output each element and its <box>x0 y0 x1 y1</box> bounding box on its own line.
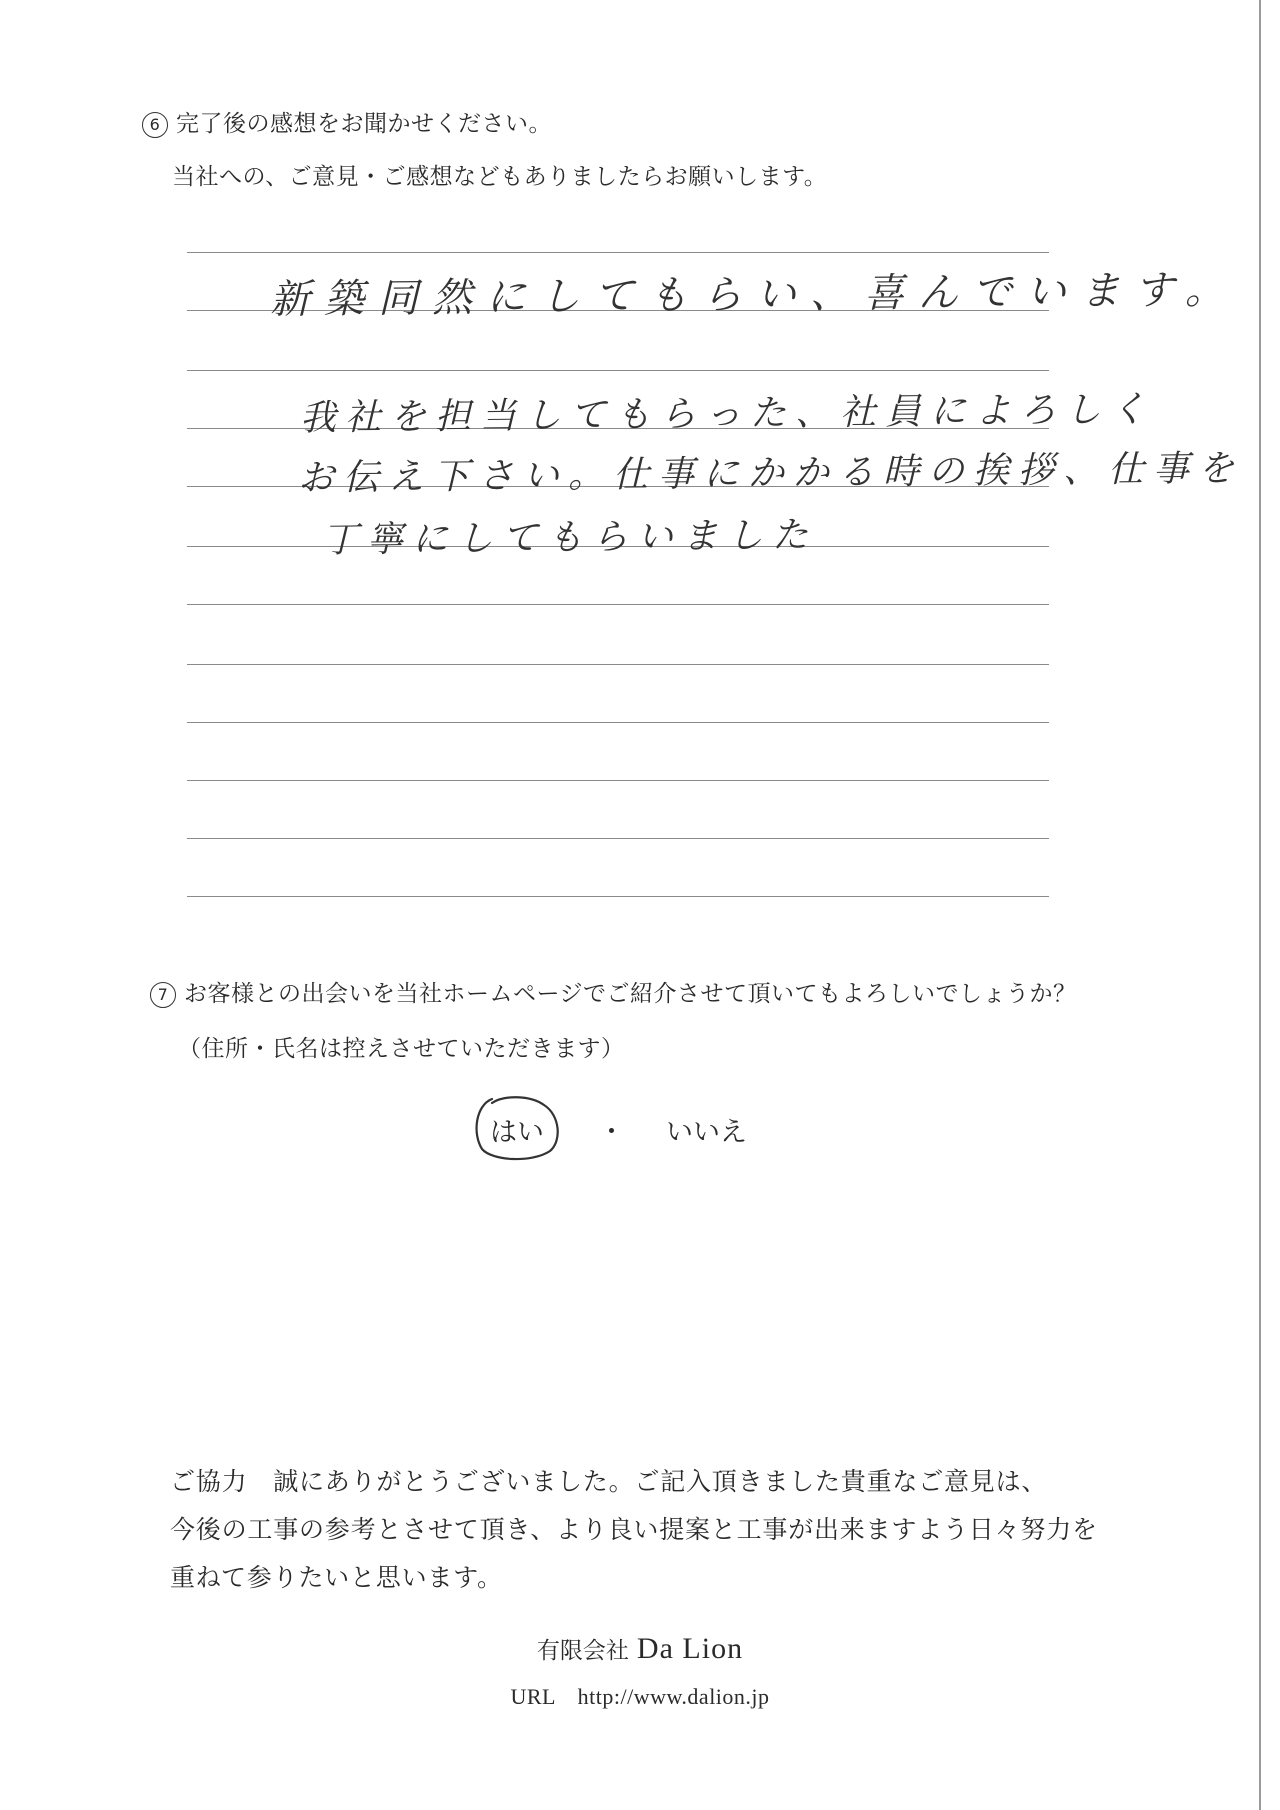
question-7-text: お客様との出会いを当社ホームページでご紹介させて頂いてもよろしいでしょうか？ <box>184 981 1077 1007</box>
handwritten-answer-line-2: 我社を担当してもらった、社員によろしく <box>299 389 1156 439</box>
choice-separator: ・ <box>598 1117 625 1148</box>
handwritten-answer-line-1: 新築同然にしてもらい、喜んでいます。 <box>269 266 1240 323</box>
question-7-subtext: （住所・氏名は控えさせていただきます） <box>178 1036 625 1062</box>
answer-rule <box>187 780 1049 781</box>
choice-no[interactable]: いいえ <box>666 1117 747 1148</box>
closing-line-1: ご協力 誠にありがとうございました。ご記入頂きました貴重なご意見は、 <box>170 1467 1048 1496</box>
company-block <box>0 1632 1280 1666</box>
question-6-title <box>142 105 552 138</box>
question-7-title <box>150 975 1077 1008</box>
company-url[interactable]: URL http://www.dalion.jp <box>510 1684 770 1709</box>
answer-rule <box>187 722 1049 723</box>
handwritten-answer-line-4: 丁寧にしてもらいました <box>321 514 818 561</box>
selected-circle-mark <box>470 1093 568 1165</box>
answer-rule <box>187 896 1049 897</box>
answer-rule <box>187 664 1049 665</box>
question-6-number: 6 <box>142 112 168 138</box>
question-7-number: 7 <box>150 982 176 1008</box>
closing-line-2: 今後の工事の参考とさせて頂き、より良い提案と工事が出来ますよう日々努力を <box>170 1515 1098 1544</box>
handwritten-answer-line-3: お伝え下さい。仕事にかかる時の挨拶、仕事を <box>297 448 1244 499</box>
scan-edge-line <box>1259 0 1261 1810</box>
company-prefix: 有限会社 <box>536 1638 629 1664</box>
question-6-subtext: 当社への、ご意見・ご感想などもありましたらお願いします。 <box>172 164 828 190</box>
company-name: Da Lion <box>636 1632 744 1665</box>
answer-rule <box>187 838 1049 839</box>
closing-line-3: 重ねて参りたいと思います。 <box>170 1563 503 1592</box>
choice-yes[interactable]: はい <box>490 1117 544 1148</box>
answer-rule <box>187 252 1049 253</box>
answer-rule <box>187 370 1049 371</box>
question-6-text: 完了後の感想をお聞かせください。 <box>176 111 552 137</box>
answer-rule <box>187 604 1049 605</box>
